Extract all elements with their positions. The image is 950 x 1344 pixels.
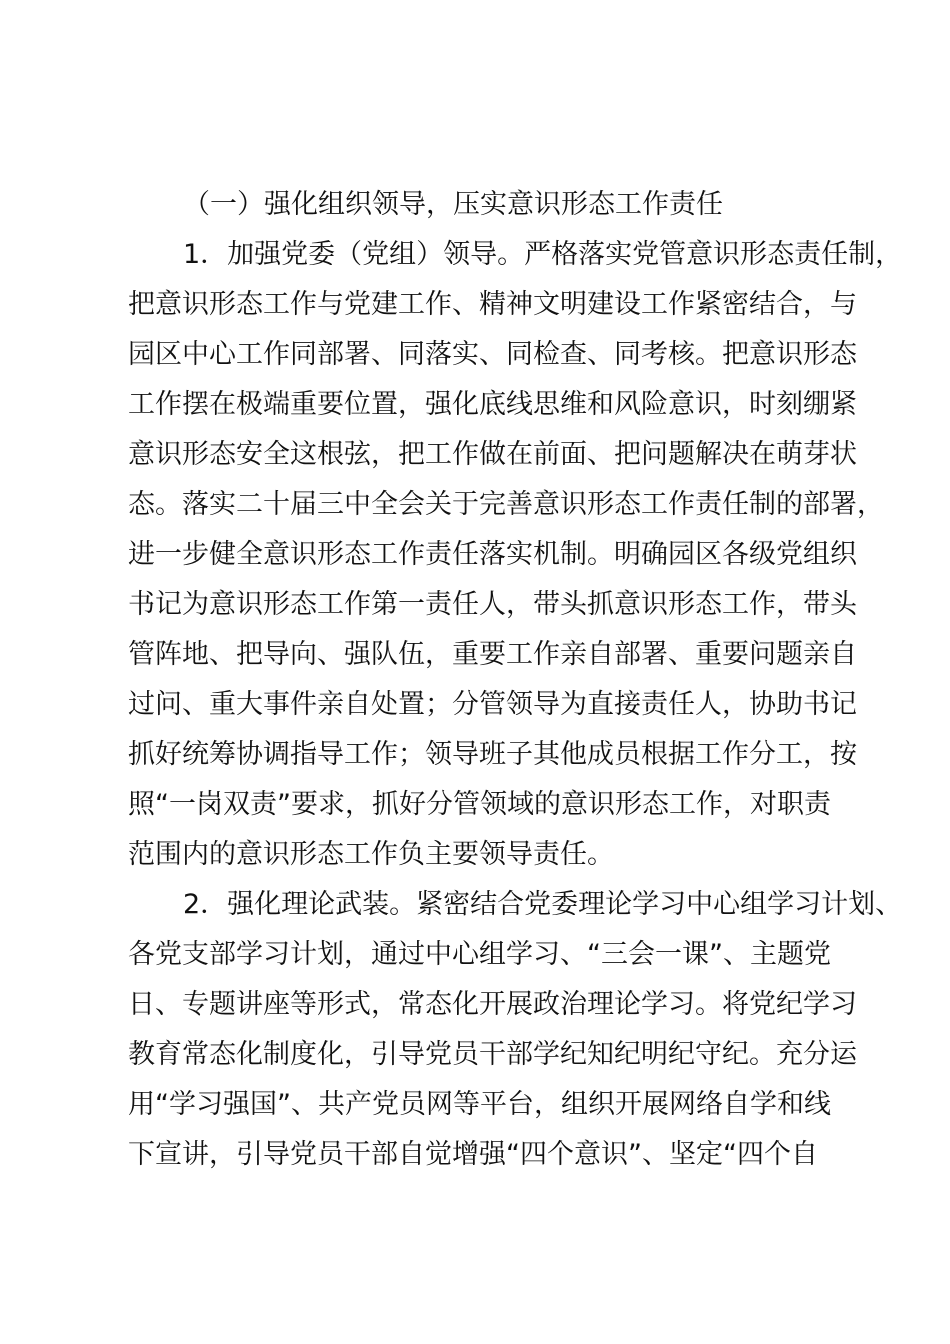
paragraph-1-line-4: 工作摆在极端重要位置，强化底线思维和风险意识，时刻绷紧 <box>128 389 857 420</box>
paragraph-1-line-1: 1．加强党委（党组）领导。严格落实党管意识形态责任制， <box>183 239 903 270</box>
paragraph-1-line-13: 范围内的意识形态工作负主要领导责任。 <box>128 839 614 870</box>
paragraph-1-line-3: 园区中心工作同部署、同落实、同检查、同考核。把意识形态 <box>128 339 857 370</box>
paragraph-2-line-4: 教育常态化制度化，引导党员干部学纪知纪明纪守纪。充分运 <box>128 1039 857 1070</box>
paragraph-2-line-1: 2．强化理论武装。紧密结合党委理论学习中心组学习计划、 <box>183 889 903 920</box>
section-heading: （一）强化组织领导，压实意识形态工作责任 <box>183 189 723 220</box>
paragraph-1-line-11: 抓好统筹协调指导工作；领导班子其他成员根据工作分工，按 <box>128 739 857 770</box>
paragraph-2-line-6: 下宣讲，引导党员干部自觉增强“四个意识”、坚定“四个自 <box>128 1139 818 1170</box>
paragraph-1-line-7: 进一步健全意识形态工作责任落实机制。明确园区各级党组织 <box>128 539 857 570</box>
paragraph-1-line-8: 书记为意识形态工作第一责任人，带头抓意识形态工作，带头 <box>128 589 857 620</box>
paragraph-1-line-6: 态。落实二十届三中全会关于完善意识形态工作责任制的部署， <box>128 489 884 520</box>
paragraph-2-line-2: 各党支部学习计划，通过中心组学习、“三会一课”、主题党 <box>128 939 831 970</box>
paragraph-1-line-9: 管阵地、把导向、强队伍，重要工作亲自部署、重要问题亲自 <box>128 639 857 670</box>
paragraph-2-line-3: 日、专题讲座等形式，常态化开展政治理论学习。将党纪学习 <box>128 989 857 1020</box>
paragraph-1-line-2: 把意识形态工作与党建工作、精神文明建设工作紧密结合，与 <box>128 289 857 320</box>
paragraph-1-line-12: 照“一岗双责”要求，抓好分管领域的意识形态工作，对职责 <box>128 789 831 820</box>
paragraph-1-line-10: 过问、重大事件亲自处置；分管领导为直接责任人，协助书记 <box>128 689 857 720</box>
paragraph-1-line-5: 意识形态安全这根弦，把工作做在前面、把问题解决在萌芽状 <box>128 439 857 470</box>
paragraph-2-line-5: 用“学习强国”、共产党员网等平台，组织开展网络自学和线 <box>128 1089 831 1120</box>
